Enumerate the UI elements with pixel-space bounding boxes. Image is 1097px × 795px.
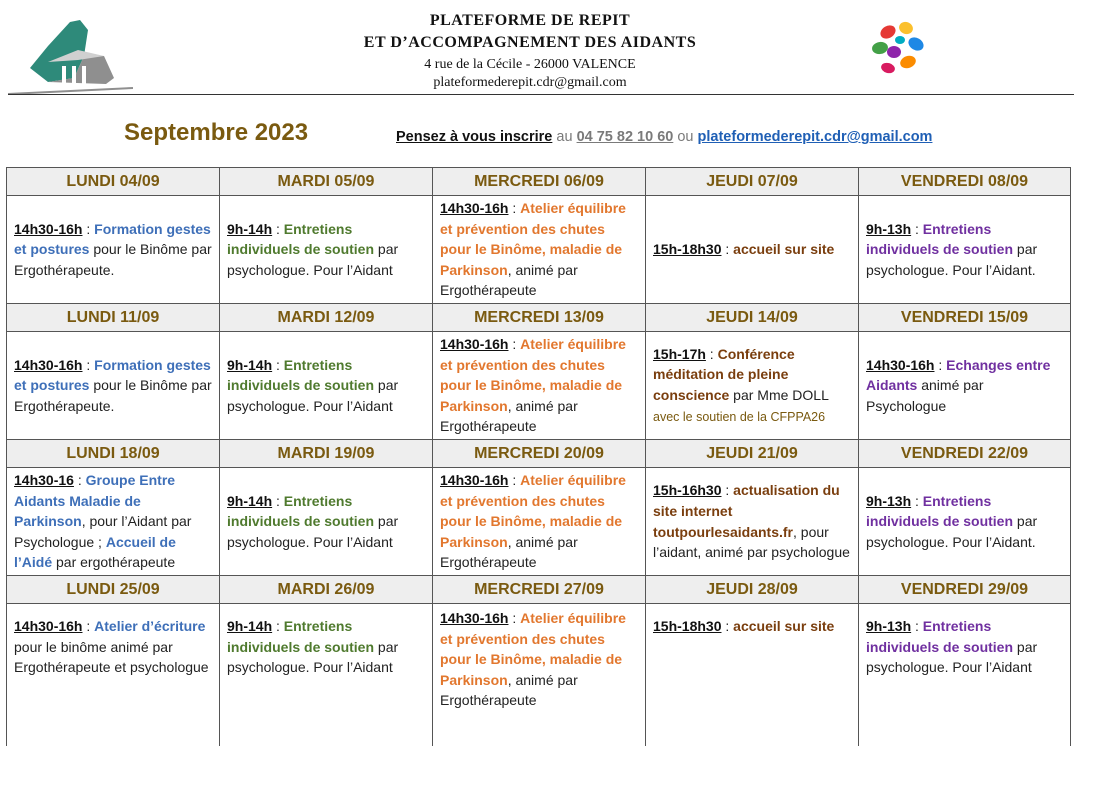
week-events-row (7, 332, 1071, 440)
month-title: Septembre 2023 (124, 119, 309, 146)
event-cell: 14h30-16h : Atelier équilibre et prévention des chutes pour le Binôme, maladie de Parkinson, animé par Ergothérapeute (433, 604, 646, 747)
signup-at: au (556, 129, 573, 145)
signup-line (396, 129, 932, 145)
document-header (0, 0, 1097, 96)
event-cell: 14h30-16h : Atelier d’écriture pour le binôme animé par Ergothérapeute et psychologue (7, 604, 220, 747)
day-header: MARDI 12/09 (220, 304, 433, 332)
day-header: LUNDI 25/09 (7, 576, 220, 604)
org-name-line2: ET D’ACCOMPAGNEMENT DES AIDANTS (363, 34, 697, 51)
signup-email-link[interactable]: plateformederepit.cdr@gmail.com (697, 129, 933, 145)
event-cell: 9h-13h : Entretiens individuels de soutien par psychologue. Pour l’Aidant (859, 604, 1071, 747)
event-cell: 14h30-16h : Atelier équilibre et prévention des chutes pour le Binôme, maladie de Parkinson, animé par Ergothérapeute (433, 332, 646, 440)
week-header-row (7, 168, 1071, 196)
week-header-row (7, 304, 1071, 332)
week-header-row (7, 576, 1071, 604)
day-header: VENDREDI 29/09 (859, 576, 1071, 604)
event-cell: 14h30-16h : Echanges entre Aidants animé par Psychologue (859, 332, 1071, 440)
org-address: 4 rue de la Cécile - 26000 VALENCE (424, 57, 636, 72)
day-header: MARDI 26/09 (220, 576, 433, 604)
day-header: MERCREDI 06/09 (433, 168, 646, 196)
event-cell: 14h30-16 : Groupe Entre Aidants Maladie de Parkinson, pour l’Aidant par Psychologue ; Accueil de l’Aidé par ergothérapeute (7, 468, 220, 576)
day-header: MERCREDI 13/09 (433, 304, 646, 332)
day-header: JEUDI 14/09 (646, 304, 859, 332)
event-cell: 14h30-16h : Formation gestes et postures pour le Binôme par Ergothérapeute. (7, 332, 220, 440)
day-header: LUNDI 11/09 (7, 304, 220, 332)
day-header: MERCREDI 27/09 (433, 576, 646, 604)
day-header: VENDREDI 08/09 (859, 168, 1071, 196)
header-divider (8, 94, 1074, 95)
day-header: MARDI 19/09 (220, 440, 433, 468)
event-cell: 9h-13h : Entretiens individuels de soutien par psychologue. Pour l’Aidant. (859, 196, 1071, 304)
week-events-row (7, 604, 1071, 747)
signup-or: ou (677, 129, 694, 145)
event-cell: 9h-14h : Entretiens individuels de soutien par psychologue. Pour l’Aidant (220, 468, 433, 576)
event-cell: 14h30-16h : Atelier équilibre et prévention des chutes pour le Binôme, maladie de Parkinson, animé par Ergothérapeute (433, 468, 646, 576)
event-note: avec le soutien de la CFPPA26 (653, 409, 826, 424)
day-header: LUNDI 18/09 (7, 440, 220, 468)
day-header: JEUDI 28/09 (646, 576, 859, 604)
event-cell: 9h-14h : Entretiens individuels de soutien par psychologue. Pour l’Aidant (220, 196, 433, 304)
week-events-row (7, 468, 1071, 576)
event-cell: 14h30-16h : Atelier équilibre et prévention des chutes pour le Binôme, maladie de Parkinson, animé par Ergothérapeute (433, 196, 646, 304)
day-header: JEUDI 07/09 (646, 168, 859, 196)
event-cell: 15h-16h30 : actualisation du site internet toutpourlesaidants.fr, pour l’aidant, animé par psychologue (646, 468, 859, 576)
org-email: plateformederepit.cdr@gmail.com (433, 75, 627, 90)
day-header: JEUDI 21/09 (646, 440, 859, 468)
org-name-line1: PLATEFORME DE REPIT (429, 12, 631, 29)
event-cell: 9h-13h : Entretiens individuels de soutien par psychologue. Pour l’Aidant. (859, 468, 1071, 576)
signup-phone[interactable]: 04 75 82 10 60 (576, 129, 674, 145)
day-header: MERCREDI 20/09 (433, 440, 646, 468)
event-cell: 15h-18h30 : accueil sur site (646, 196, 859, 304)
event-cell: 15h-18h30 : accueil sur site (646, 604, 859, 747)
house-logo-icon (8, 16, 133, 96)
event-cell: 15h-17h : Conférence méditation de pleine conscience par Mme DOLL avec le soutien de la CFPPA26 (646, 332, 859, 440)
signup-prefix: Pensez à vous inscrire (396, 129, 553, 145)
day-header: LUNDI 04/09 (7, 168, 220, 196)
day-header: MARDI 05/09 (220, 168, 433, 196)
week-header-row (7, 440, 1071, 468)
event-cell: 9h-14h : Entretiens individuels de soutien par psychologue. Pour l’Aidant (220, 604, 433, 747)
event-cell: 14h30-16h : Formation gestes et postures pour le Binôme par Ergothérapeute. (7, 196, 220, 304)
colored-hands-icon (868, 18, 930, 80)
day-header: VENDREDI 15/09 (859, 304, 1071, 332)
week-events-row (7, 196, 1071, 304)
calendar-table (6, 167, 1071, 746)
event-cell: 9h-14h : Entretiens individuels de soutien par psychologue. Pour l’Aidant (220, 332, 433, 440)
day-header: VENDREDI 22/09 (859, 440, 1071, 468)
